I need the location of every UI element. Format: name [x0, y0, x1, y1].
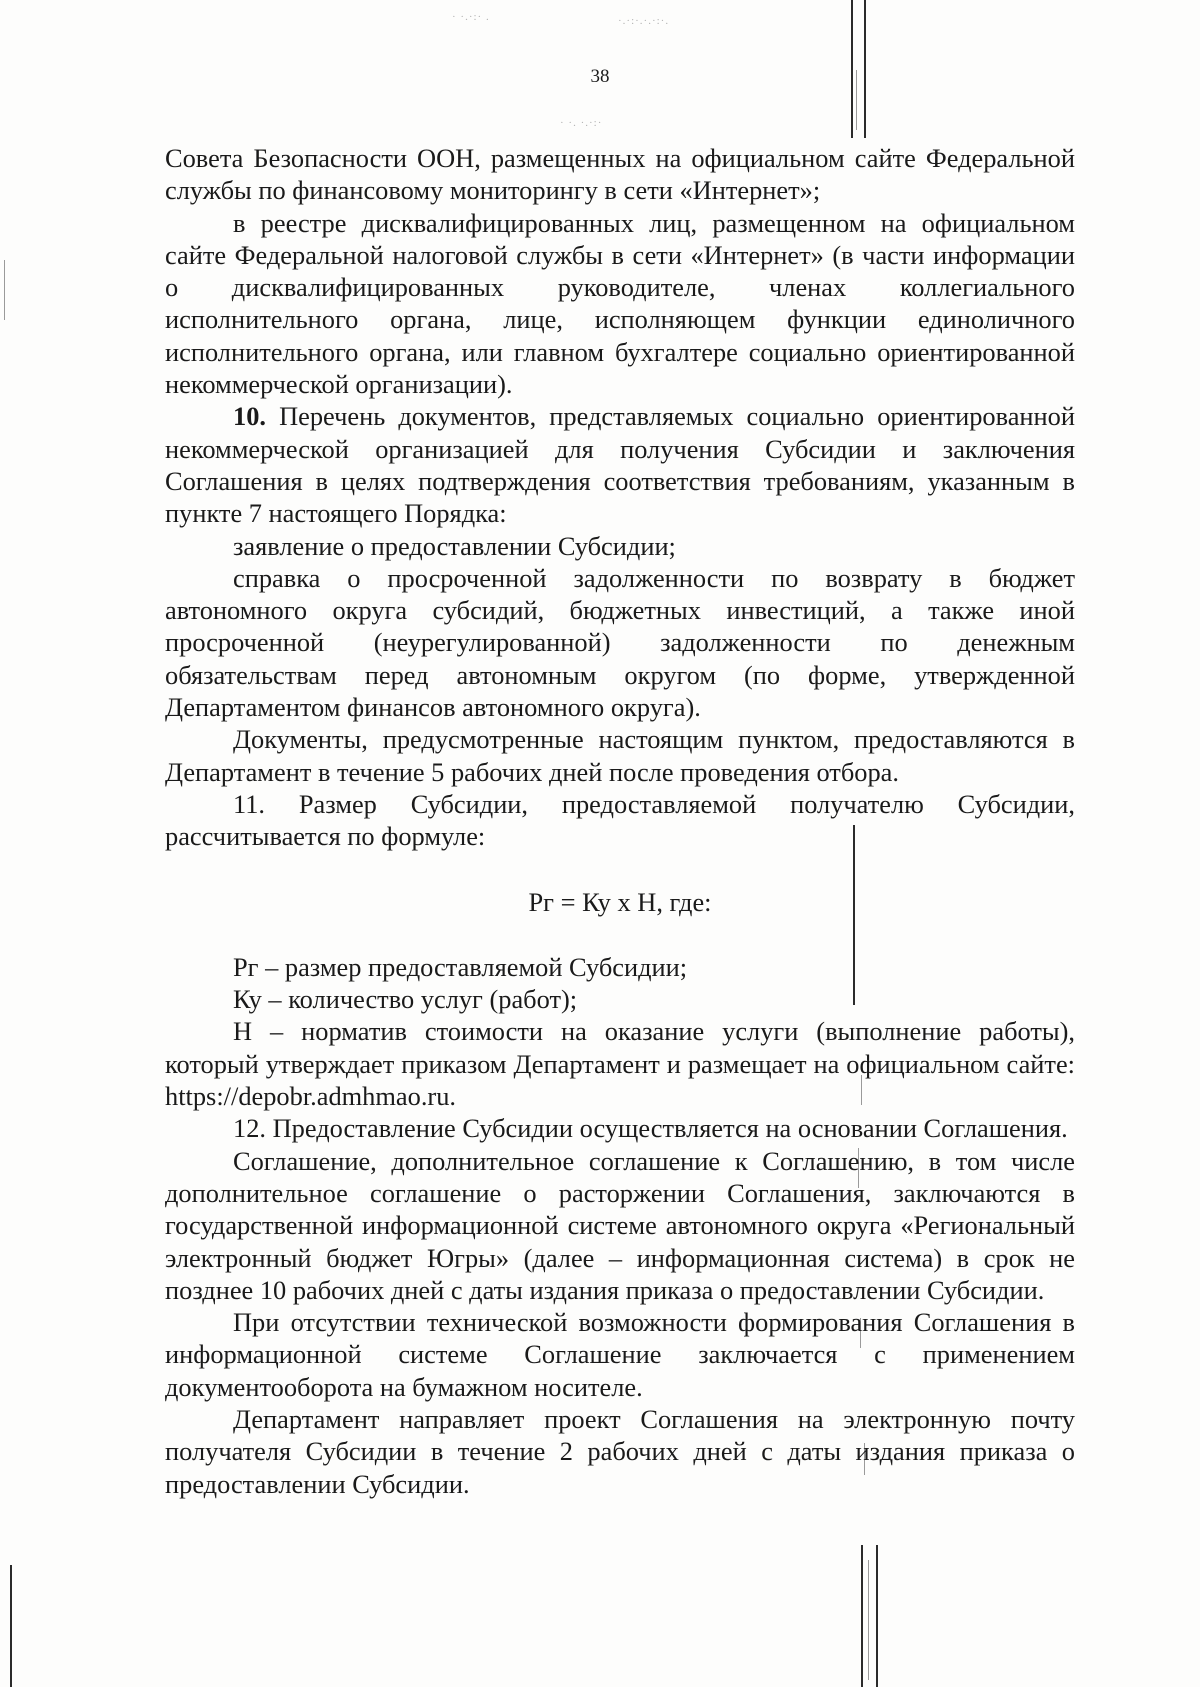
paragraph: Н – норматив стоимости на оказание услуги (выполнение работы), который утверждает приказом Департамент и размещает на официальном сайте: https://depobr.admhmao.ru. [165, 1016, 1075, 1112]
paragraph [165, 400, 1075, 529]
formula: Рг = Ку х Н, где: [528, 886, 712, 917]
scan-margin-line [4, 260, 5, 320]
section-number: 10. [233, 401, 266, 432]
paragraph-text: Перечень документов, представляемых социально ориентированной некоммерческой организацией для получения Субсидии и заключения Соглашения в целях подтверждения соответствия требованиям, указанным в пункте 7 настоящего Порядка: [165, 401, 1075, 529]
paragraph: Департамент направляет проект Соглашения на электронную почту получателя Субсидии в течение 2 рабочих дней с даты издания приказа о предоставлении Субсидии. [165, 1403, 1075, 1499]
paragraph: 12. Предоставление Субсидии осуществляется на основании Соглашения. [233, 1113, 1068, 1144]
scan-noise: · ·.·:· . [452, 11, 490, 23]
paragraph: 11. Размер Субсидии, предоставляемой получателю Субсидии, рассчитывается по формуле: [165, 788, 1075, 852]
scan-margin-line [876, 1545, 878, 1687]
document-body [165, 142, 1075, 1500]
paragraph: Рг – размер предоставляемой Субсидии; [233, 951, 688, 982]
paragraph: справка о просроченной задолженности по возврату в бюджет автономного округа субсидий, бюджетных инвестиций, а также иной просроченной (неурегулированной) задолженности по денежным обязательствам перед автономным округом (по форме, утвержденной Департаментом финансов автономного округа). [165, 562, 1075, 723]
scan-noise: ·.·:·.·.·:·. [618, 15, 670, 27]
paragraph: в реестре дисквалифицированных лиц, размещенном на официальном сайте Федеральной налоговой службы в сети «Интернет» (в части информации о дисквалифицированных руководителе, членах коллегиального исполнительного органа, лице, исполняющем функции единоличного исполнительного органа, или главном бухгалтере социально ориентированной некоммерческой организации). [165, 207, 1075, 400]
paragraph: Совета Безопасности ООН, размещенных на официальном сайте Федеральной службы по финансовому мониторингу в сети «Интернет»; [165, 143, 1075, 206]
scan-margin-line [10, 1565, 12, 1687]
paragraph: Соглашение, дополнительное соглашение к Соглашению, в том числе дополнительное соглашение о расторжении Соглашения, заключаются в государственной информационной системе автономного округа «Региональный электронный бюджет Югры» (далее – информационная система) в срок не позднее 10 рабочих дней с даты издания приказа о предоставлении Субсидии. [165, 1145, 1075, 1305]
scan-margin-line [868, 1560, 869, 1680]
paragraph: Ку – количество услуг (работ); [233, 984, 578, 1015]
scan-margin-line [861, 1545, 863, 1687]
paragraph: Документы, предусмотренные настоящим пунктом, предоставляются в Департамент в течение 5 рабочих дней после проведения отбора. [165, 724, 1075, 787]
paragraph: заявление о предоставлении Субсидии; [233, 530, 676, 561]
scan-noise: · ·. ·.·:· [560, 117, 603, 129]
paragraph: При отсутствии технической возможности формирования Соглашения в информационной системе Соглашение заключается с применением документооборота на бумажном носителе. [165, 1307, 1075, 1402]
page-number: 38 [590, 66, 610, 87]
